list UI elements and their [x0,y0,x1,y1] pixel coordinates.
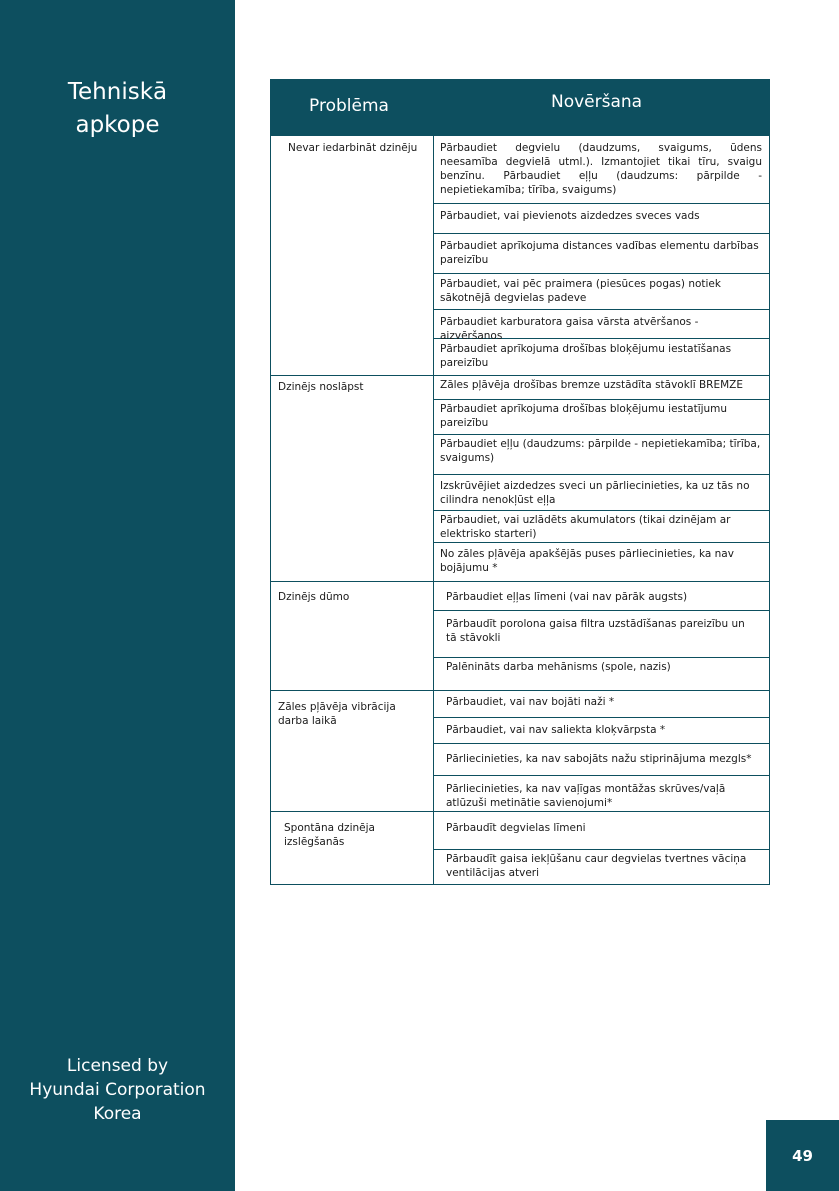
table-header [271,80,769,136]
solution-cell: Pārbaudīt degvielas līmeni [446,822,586,834]
row-divider [433,743,769,744]
row-divider [433,542,769,543]
problem-cell: Dzinējs noslāpst [278,381,364,393]
solution-cell: Pārbaudiet eļļas līmeni (vai nav pārāk augsts) [446,591,688,603]
row-divider [433,399,769,400]
page-number: 49 [766,1120,839,1191]
solution-cell: Pārbaudiet, vai nav bojāti naži * [446,696,615,708]
row-divider [433,657,769,658]
header-fix: Novēršana [551,92,643,112]
header-problem: Problēma [309,96,389,116]
solution-cell: Pārbaudiet, vai pēc praimera (piesūces pogas) notiek sākotnējā degvielas padeve [440,278,721,304]
solution-cell: Pārliecinieties, ka nav vaļīgas montāžas skrūves/vaļā atlūzuši metinātie savienojumi* [446,783,726,809]
section-title-line2: apkope [75,112,160,138]
solution-cell: Pārbaudīt gaisa iekļūšanu caur degvielas tvertnes vāciņa ventilācijas atveri [446,853,747,879]
solution-cell: Pārbaudīt porolona gaisa filtra uzstādīšanas pareizību un tā stāvokli [446,618,745,644]
license-line2: Hyundai Corporation [29,1080,206,1100]
row-divider [433,610,769,611]
problem-cell: Nevar iedarbināt dzinēju [288,142,418,154]
row-divider [271,811,769,812]
section-title [0,76,235,142]
solution-cell: No zāles pļāvēja apakšējās puses pārliecinieties, ka nav bojājumu * [440,548,734,574]
row-divider [433,775,769,776]
row-divider [433,434,769,435]
row-divider [433,717,769,718]
row-divider [271,375,769,376]
solution-cell: Pārbaudiet, vai nav saliekta kloķvārpsta * [446,724,666,736]
problem-cell: Zāles pļāvēja vibrācija darba laikā [278,701,396,727]
row-divider [433,233,769,234]
row-divider [271,581,769,582]
license-text [0,1054,235,1126]
troubleshooting-table [270,79,770,885]
solution-cell: Pārliecinieties, ka nav sabojāts nažu stiprinājuma mezgls* [446,753,752,765]
row-divider [433,203,769,204]
row-divider [433,273,769,274]
solution-cell: Pārbaudiet aprīkojuma distances vadības elementu darbības pareizību [440,240,759,266]
problem-cell: Spontāna dzinēja izslēgšanās [284,822,375,848]
problem-cell: Dzinējs dūmo [278,591,350,603]
solution-cell: Zāles pļāvēja drošības bremze uzstādīta stāvoklī BREMZE [440,379,744,391]
solution-cell: Pārbaudiet aprīkojuma drošības bloķējumu iestatīšanas pareizību [440,343,732,369]
solution-cell: Palēnināts darba mehānisms (spole, nazis) [446,661,671,673]
license-line1: Licensed by [66,1056,169,1076]
solution-cell: Pārbaudiet degvielu (daudzums, svaigums, ūdens neesamība degvielā utml.). Izmantojiet tikai tīru, svaigu benzīnu. Pārbaudiet eļļu (daudzums: pārpilde - nepietiekamība; tīrība, svaigums) [440,142,762,196]
sidebar [0,0,235,1191]
solution-cell: Pārbaudiet karburatora gaisa vārsta atvēršanos - aizvēršanos [440,316,699,342]
row-divider [433,849,769,850]
solution-cell: Izskrūvējiet aizdedzes sveci un pārliecinieties, ka uz tās no cilindra nenokļūst eļļa [440,480,750,506]
row-divider [433,510,769,511]
license-line3: Korea [93,1104,142,1124]
row-divider [271,690,769,691]
solution-cell: Pārbaudiet eļļu (daudzums: pārpilde - nepietiekamība; tīrība, svaigums) [440,438,761,464]
solution-cell: Pārbaudiet, vai pievienots aizdedzes sveces vads [440,210,700,222]
row-divider [433,474,769,475]
solution-cell: Pārbaudiet aprīkojuma drošības bloķējumu iestatījumu pareizību [440,403,728,429]
solution-cell: Pārbaudiet, vai uzlādēts akumulators (tikai dzinējam ar elektrisko starteri) [440,514,731,540]
section-title-line1: Tehniskā [67,79,168,105]
row-divider [433,309,769,310]
